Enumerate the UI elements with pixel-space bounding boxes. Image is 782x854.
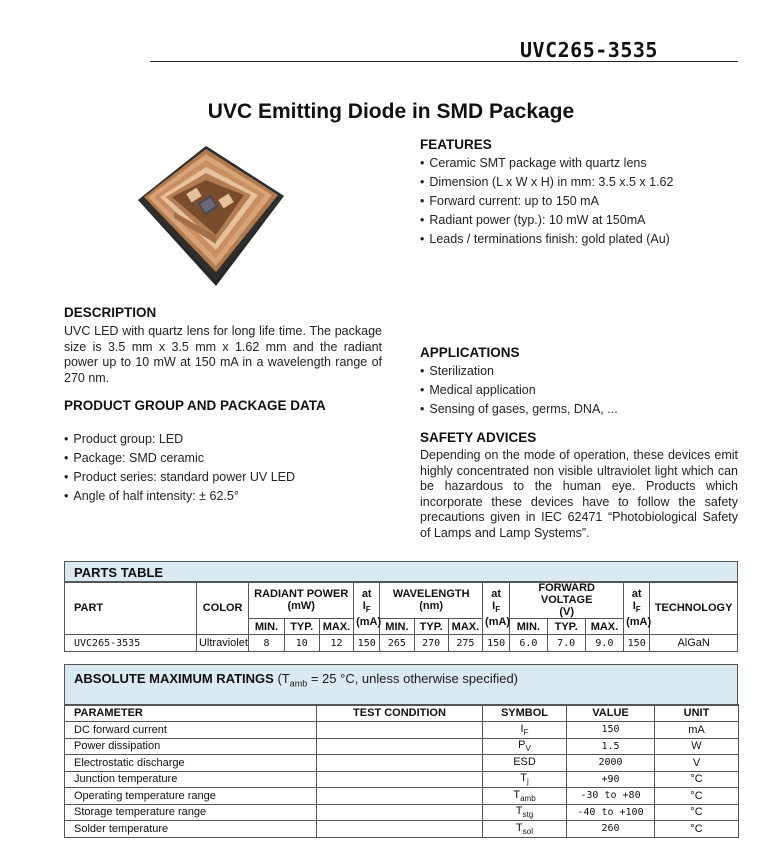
header-unit: UNIT (655, 705, 739, 722)
header-symbol: SYMBOL (483, 705, 567, 722)
header-at: at (361, 587, 372, 600)
header-wavelength (380, 582, 483, 619)
header-max: MAX. (448, 619, 482, 635)
cell-symbol (483, 722, 567, 739)
cell-value: 2000 (567, 755, 655, 772)
list-item: • Medical application (420, 381, 618, 400)
cell-parameter: Storage temperature range (65, 804, 317, 821)
cell-wl-min: 265 (380, 635, 414, 652)
cell-condition (317, 771, 483, 788)
cell-technology: AlGaN (650, 635, 738, 652)
header-at: at (491, 587, 502, 600)
cell-value: -30 to +80 (567, 788, 655, 805)
symbol-sub: stg (522, 810, 534, 820)
description-text: UVC LED with quartz lens for long life time. The package size is 3.5 mm x 3.5 mm x 1.62 mm and the radiant power up to 10 mW at 150 mA in a wavelength range of 270 nm. (64, 324, 382, 385)
list-item: • Radiant power (typ.): 10 mW at 150mA (420, 211, 673, 230)
cell-fv-min: 6.0 (510, 635, 547, 652)
header-ma: (mA) (356, 616, 382, 629)
features-list (420, 154, 673, 249)
header-ma: (mA) (626, 616, 652, 629)
symbol-main: T (520, 772, 527, 785)
header-min: MIN. (249, 619, 284, 635)
cell-fv-typ: 7.0 (547, 635, 585, 652)
header-at-if (624, 582, 650, 635)
product-group-list (64, 430, 295, 506)
cell-symbol (483, 771, 567, 788)
cell-wl-typ: 270 (414, 635, 448, 652)
ratings-title: ABSOLUTE MAXIMUM RATINGS (74, 671, 274, 686)
features-heading: FEATURES (420, 137, 492, 152)
header-if (626, 600, 647, 616)
cell-fv-max: 9.0 (585, 635, 623, 652)
header-forward-voltage (510, 582, 624, 619)
cell-unit: °C (655, 771, 739, 788)
list-item: • Dimension (L x W x H) in mm: 3.5 x.5 x 1.62 (420, 173, 673, 192)
list-item: • Package: SMD ceramic (64, 449, 295, 468)
cell-symbol (483, 804, 567, 821)
product-group-heading: PRODUCT GROUP AND PACKAGE DATA (64, 398, 326, 413)
cell-condition (317, 821, 483, 838)
symbol-main: T (513, 788, 521, 801)
header-typ: TYP. (284, 619, 319, 635)
header-at-if (483, 582, 510, 635)
ratings-title-line (74, 671, 518, 689)
header-wavelength-unit: (nm) (419, 600, 444, 612)
symbol-main: ESD (513, 755, 536, 768)
cell-unit: °C (655, 788, 739, 805)
ratings-cond-open: (T (277, 671, 290, 686)
safety-heading: SAFETY ADVICES (420, 430, 537, 445)
cell-value: -40 to +100 (567, 804, 655, 821)
cell-color: Ultraviolet (196, 635, 248, 652)
page-title: UVC Emitting Diode in SMD Package (207, 100, 575, 123)
if-subscript: F (495, 605, 501, 615)
list-item: • Leads / terminations finish: gold plated (Au) (420, 230, 673, 249)
symbol-sub: sol (522, 826, 533, 836)
safety-text: Depending on the mode of operation, these devices emit highly concentrated non visible ultraviolet light which can be hazardous to the human eye. Products which incorporate these devices have to follow the safety precautions given in IEC 62471 “Photobiological Safety of Lamps and Lamp Systems”. (420, 448, 738, 540)
header-forward-voltage-label: FORWARD VOLTAGE (538, 582, 595, 606)
cell-condition (317, 788, 483, 805)
cell-symbol (483, 788, 567, 805)
cell-unit: W (655, 738, 739, 755)
header-max: MAX. (585, 619, 623, 635)
cell-wl-if: 150 (483, 635, 510, 652)
header-color: COLOR (196, 582, 248, 635)
cell-parameter: Operating temperature range (65, 788, 317, 805)
table-row (65, 738, 739, 755)
symbol-sub: V (525, 744, 531, 754)
header-if (356, 600, 377, 616)
header-min: MIN. (380, 619, 414, 635)
table-row (65, 804, 739, 821)
parts-table-band (64, 561, 738, 583)
if-symbol: I (632, 599, 636, 612)
cell-symbol (483, 755, 567, 772)
header-max: MAX. (319, 619, 353, 635)
part-number: UVC265-3535 (520, 38, 658, 62)
header-typ: TYP. (414, 619, 448, 635)
cell-value: +90 (567, 771, 655, 788)
header-value: VALUE (567, 705, 655, 722)
cell-value: 1.5 (567, 738, 655, 755)
list-item: • Angle of half intensity: ± 62.5° (64, 487, 295, 506)
cell-unit: °C (655, 821, 739, 838)
parts-table (64, 581, 738, 652)
header-at-if (354, 582, 380, 635)
list-item: • Sterilization (420, 362, 618, 381)
symbol-sub: j (526, 777, 529, 787)
header-parameter: PARAMETER (65, 705, 317, 722)
cell-condition (317, 738, 483, 755)
cell-wl-max: 275 (448, 635, 482, 652)
symbol-sub: amb (520, 793, 536, 803)
cell-rp-min: 8 (249, 635, 284, 652)
table-row (65, 755, 739, 772)
header-if (485, 600, 507, 616)
parts-table-title: PARTS TABLE (74, 565, 164, 580)
symbol-sub: F (523, 727, 529, 737)
header-ma: (mA) (485, 616, 511, 629)
table-row (65, 635, 738, 652)
list-item: • Ceramic SMT package with quartz lens (420, 154, 673, 173)
header-radiant-power (249, 582, 354, 619)
table-row (65, 821, 739, 838)
if-subscript: F (635, 605, 641, 615)
header-radiant-power-unit: (mW) (287, 600, 315, 612)
description-heading: DESCRIPTION (64, 305, 157, 320)
list-item: • Sensing of gases, germs, DNA, ... (420, 400, 618, 419)
header-min: MIN. (510, 619, 547, 635)
cell-value: 150 (567, 722, 655, 739)
applications-heading: APPLICATIONS (420, 345, 520, 360)
ratings-condition (277, 671, 519, 689)
cell-unit: V (655, 755, 739, 772)
ratings-table (64, 704, 739, 838)
cell-symbol (483, 738, 567, 755)
ratings-cond-rest: = 25 °C, unless otherwise specified) (307, 671, 519, 686)
symbol-main: T (515, 805, 523, 818)
cell-parameter: Solder temperature (65, 821, 317, 838)
cell-condition (317, 804, 483, 821)
cell-condition (317, 755, 483, 772)
list-item: • Forward current: up to 150 mA (420, 192, 673, 211)
symbol-main: T (516, 821, 523, 834)
header-typ: TYP. (547, 619, 585, 635)
cell-rp-if: 150 (354, 635, 380, 652)
header-technology: TECHNOLOGY (650, 582, 738, 635)
if-subscript: F (365, 605, 371, 615)
ratings-band (64, 664, 738, 706)
list-item: • Product group: LED (64, 430, 295, 449)
ratings-cond-sub: amb (289, 678, 308, 689)
applications-list (420, 362, 618, 419)
symbol-main: P (518, 739, 526, 752)
cell-part: UVC265-3535 (65, 635, 197, 652)
header-forward-voltage-unit: (V) (559, 606, 574, 618)
table-row (65, 788, 739, 805)
header-at: at (631, 587, 642, 600)
cell-rp-max: 12 (319, 635, 353, 652)
cell-unit: °C (655, 804, 739, 821)
cell-symbol (483, 821, 567, 838)
header-part: PART (65, 582, 197, 635)
symbol-main: I (520, 722, 524, 735)
header-test-condition: TEST CONDITION (317, 705, 483, 722)
if-symbol: I (362, 599, 366, 612)
cell-fv-if: 150 (624, 635, 650, 652)
cell-value: 260 (567, 821, 655, 838)
header-rule (150, 61, 738, 62)
cell-parameter: Electrostatic discharge (65, 755, 317, 772)
cell-condition (317, 722, 483, 739)
cell-parameter: DC forward current (65, 722, 317, 739)
table-row (65, 722, 739, 739)
cell-parameter: Junction temperature (65, 771, 317, 788)
cell-unit: mA (655, 722, 739, 739)
led-package-image (134, 140, 286, 288)
if-symbol: I (492, 599, 496, 612)
header-wavelength-label: WAVELENGTH (392, 588, 470, 600)
cell-parameter: Power dissipation (65, 738, 317, 755)
list-item: • Product series: standard power UV LED (64, 468, 295, 487)
cell-rp-typ: 10 (284, 635, 319, 652)
table-row (65, 771, 739, 788)
header-radiant-power-label: RADIANT POWER (254, 588, 349, 600)
